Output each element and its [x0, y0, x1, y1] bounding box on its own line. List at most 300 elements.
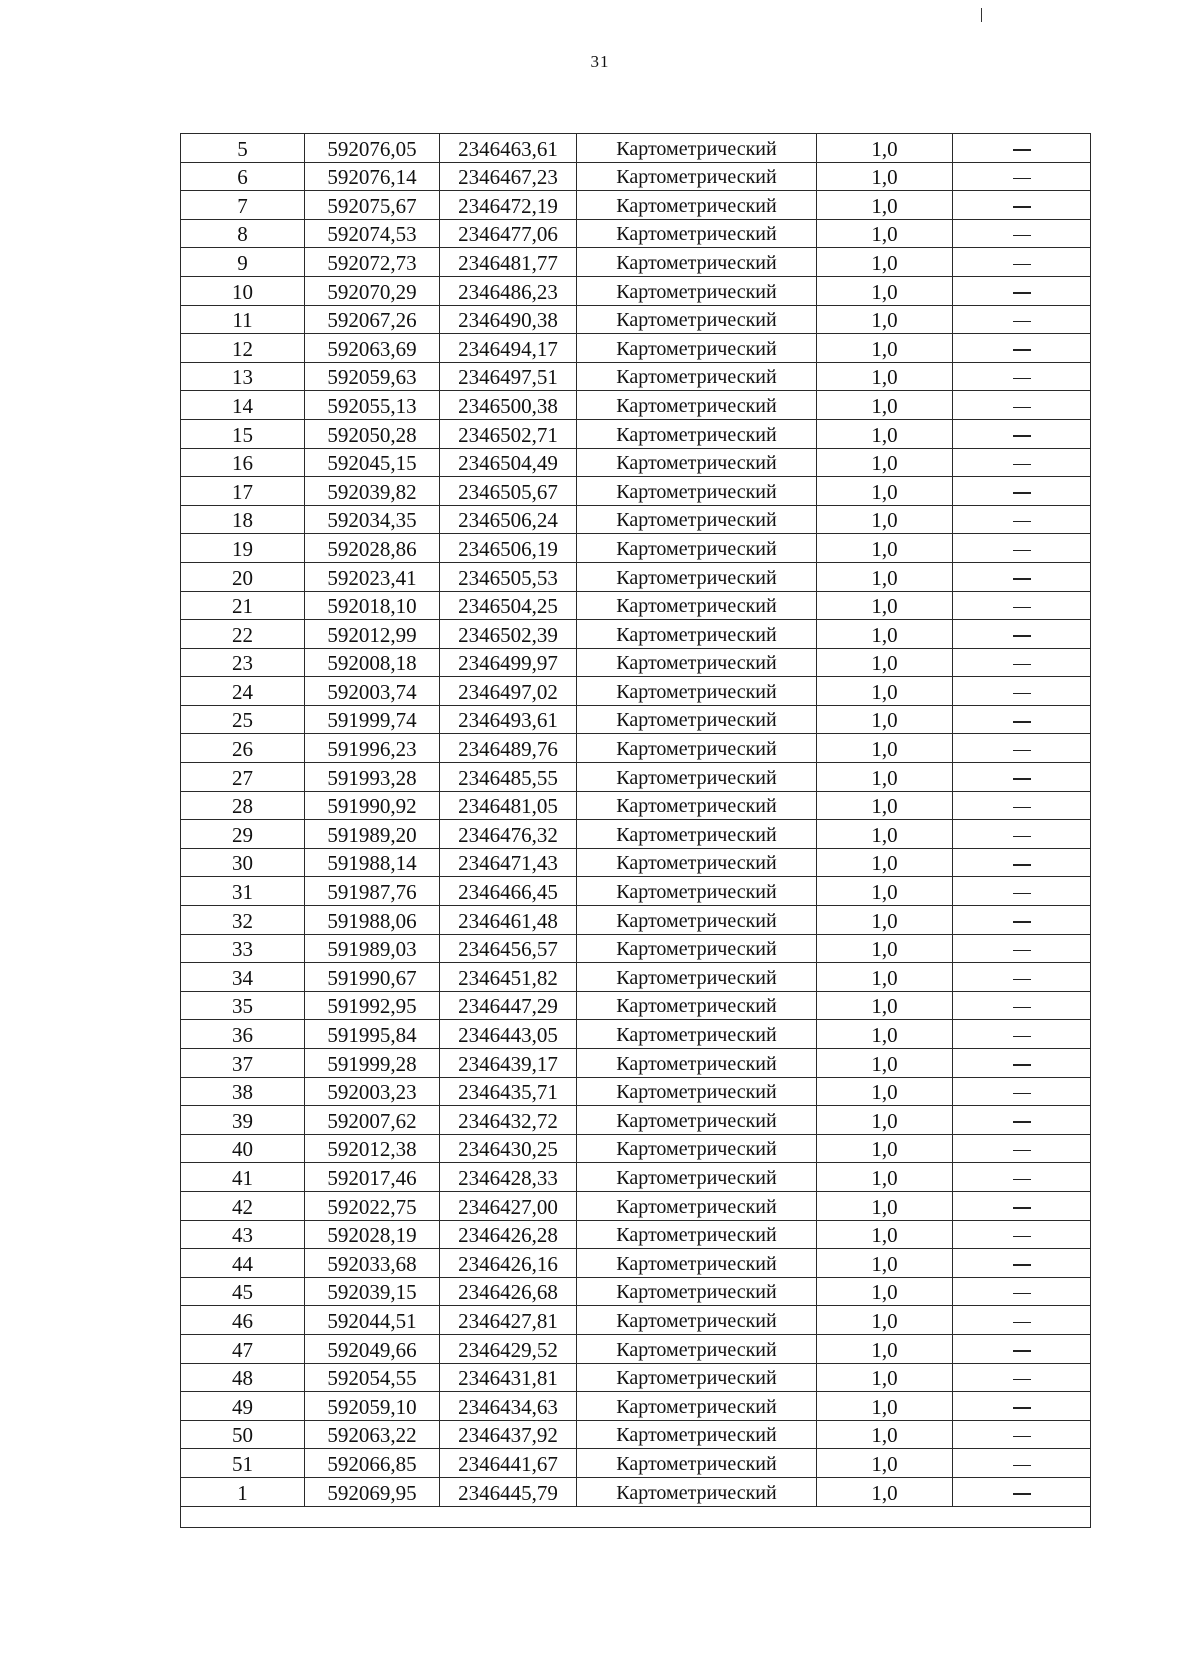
x-coordinate-cell: 592045,15 [305, 448, 440, 477]
y-coordinate-cell: 2346497,02 [440, 677, 577, 706]
empty-footer-cell [181, 1506, 1091, 1527]
x-coordinate-cell: 591999,74 [305, 705, 440, 734]
table-row [181, 791, 1091, 820]
point-number-cell: 46 [181, 1306, 305, 1335]
description-cell [953, 1334, 1091, 1363]
x-coordinate-cell: 592063,69 [305, 334, 440, 363]
accuracy-cell: 1,0 [817, 763, 953, 792]
y-coordinate-cell: 2346486,23 [440, 276, 577, 305]
table-row [181, 219, 1091, 248]
y-coordinate-cell: 2346427,81 [440, 1306, 577, 1335]
method-cell: Картометрический [577, 477, 817, 506]
method-cell: Картометрический [577, 591, 817, 620]
method-cell: Картометрический [577, 1134, 817, 1163]
dash-mark [1013, 292, 1031, 293]
table-row [181, 906, 1091, 935]
dash-mark [1013, 950, 1031, 951]
point-number-cell: 50 [181, 1420, 305, 1449]
y-coordinate-cell: 2346502,71 [440, 419, 577, 448]
dash-mark [1013, 550, 1031, 551]
description-cell [953, 820, 1091, 849]
method-cell: Картометрический [577, 991, 817, 1020]
accuracy-cell: 1,0 [817, 677, 953, 706]
point-number-cell: 37 [181, 1049, 305, 1078]
dash-mark [1013, 235, 1031, 236]
x-coordinate-cell: 592007,62 [305, 1106, 440, 1135]
method-cell: Картометрический [577, 1191, 817, 1220]
x-coordinate-cell: 592018,10 [305, 591, 440, 620]
y-coordinate-cell: 2346435,71 [440, 1077, 577, 1106]
table-row [181, 677, 1091, 706]
method-cell: Картометрический [577, 763, 817, 792]
table-row [181, 591, 1091, 620]
description-cell [953, 1220, 1091, 1249]
accuracy-cell: 1,0 [817, 1249, 953, 1278]
point-number-cell: 26 [181, 734, 305, 763]
point-number-cell: 40 [181, 1134, 305, 1163]
accuracy-cell: 1,0 [817, 162, 953, 191]
description-cell [953, 477, 1091, 506]
description-cell [953, 1420, 1091, 1449]
point-number-cell: 1 [181, 1477, 305, 1506]
point-number-cell: 16 [181, 448, 305, 477]
accuracy-cell: 1,0 [817, 562, 953, 591]
dash-mark [1013, 693, 1031, 694]
table-row [181, 648, 1091, 677]
method-cell: Картометрический [577, 705, 817, 734]
point-number-cell: 35 [181, 991, 305, 1020]
dash-mark [1013, 664, 1031, 665]
y-coordinate-cell: 2346431,81 [440, 1363, 577, 1392]
coordinates-table-container [180, 133, 1090, 1528]
corner-mark [981, 8, 982, 22]
accuracy-cell: 1,0 [817, 1020, 953, 1049]
x-coordinate-cell: 591990,67 [305, 963, 440, 992]
description-cell [953, 705, 1091, 734]
x-coordinate-cell: 592076,14 [305, 162, 440, 191]
accuracy-cell: 1,0 [817, 276, 953, 305]
table-row [181, 134, 1091, 163]
accuracy-cell: 1,0 [817, 1449, 953, 1478]
point-number-cell: 45 [181, 1277, 305, 1306]
dash-mark [1013, 492, 1031, 493]
point-number-cell: 47 [181, 1334, 305, 1363]
point-number-cell: 17 [181, 477, 305, 506]
y-coordinate-cell: 2346494,17 [440, 334, 577, 363]
y-coordinate-cell: 2346451,82 [440, 963, 577, 992]
description-cell [953, 648, 1091, 677]
description-cell [953, 991, 1091, 1020]
dash-mark [1013, 750, 1031, 751]
y-coordinate-cell: 2346471,43 [440, 848, 577, 877]
table-row [181, 1334, 1091, 1363]
accuracy-cell: 1,0 [817, 591, 953, 620]
x-coordinate-cell: 592022,75 [305, 1191, 440, 1220]
y-coordinate-cell: 2346427,00 [440, 1191, 577, 1220]
point-number-cell: 25 [181, 705, 305, 734]
description-cell [953, 191, 1091, 220]
table-row [181, 191, 1091, 220]
point-number-cell: 9 [181, 248, 305, 277]
x-coordinate-cell: 592012,99 [305, 620, 440, 649]
page-number: 31 [590, 52, 610, 71]
table-row [181, 1306, 1091, 1335]
description-cell [953, 1134, 1091, 1163]
table-row [181, 505, 1091, 534]
point-number-cell: 27 [181, 763, 305, 792]
y-coordinate-cell: 2346481,77 [440, 248, 577, 277]
y-coordinate-cell: 2346497,51 [440, 362, 577, 391]
description-cell [953, 934, 1091, 963]
coordinates-table [180, 133, 1091, 1528]
description-cell [953, 1249, 1091, 1278]
accuracy-cell: 1,0 [817, 991, 953, 1020]
x-coordinate-cell: 591989,03 [305, 934, 440, 963]
x-coordinate-cell: 591988,14 [305, 848, 440, 877]
x-coordinate-cell: 592059,10 [305, 1392, 440, 1421]
y-coordinate-cell: 2346426,68 [440, 1277, 577, 1306]
dash-mark [1013, 206, 1031, 207]
x-coordinate-cell: 592074,53 [305, 219, 440, 248]
method-cell: Картометрический [577, 620, 817, 649]
accuracy-cell: 1,0 [817, 648, 953, 677]
method-cell: Картометрический [577, 1220, 817, 1249]
table-row [181, 1191, 1091, 1220]
accuracy-cell: 1,0 [817, 620, 953, 649]
method-cell: Картометрический [577, 1477, 817, 1506]
description-cell [953, 1049, 1091, 1078]
point-number-cell: 41 [181, 1163, 305, 1192]
y-coordinate-cell: 2346441,67 [440, 1449, 577, 1478]
point-number-cell: 6 [181, 162, 305, 191]
point-number-cell: 39 [181, 1106, 305, 1135]
y-coordinate-cell: 2346445,79 [440, 1477, 577, 1506]
dash-mark [1013, 1007, 1031, 1008]
x-coordinate-cell: 592066,85 [305, 1449, 440, 1478]
description-cell [953, 1477, 1091, 1506]
method-cell: Картометрический [577, 162, 817, 191]
method-cell: Картометрический [577, 1334, 817, 1363]
accuracy-cell: 1,0 [817, 534, 953, 563]
description-cell [953, 1392, 1091, 1421]
accuracy-cell: 1,0 [817, 219, 953, 248]
dash-mark [1013, 1493, 1031, 1494]
point-number-cell: 34 [181, 963, 305, 992]
dash-mark [1013, 1407, 1031, 1408]
point-number-cell: 48 [181, 1363, 305, 1392]
accuracy-cell: 1,0 [817, 1049, 953, 1078]
x-coordinate-cell: 592063,22 [305, 1420, 440, 1449]
y-coordinate-cell: 2346472,19 [440, 191, 577, 220]
dash-mark [1013, 264, 1031, 265]
method-cell: Картометрический [577, 448, 817, 477]
method-cell: Картометрический [577, 534, 817, 563]
table-row [181, 1249, 1091, 1278]
table-row [181, 1220, 1091, 1249]
table-row [181, 934, 1091, 963]
point-number-cell: 12 [181, 334, 305, 363]
dash-mark [1013, 1207, 1031, 1208]
method-cell: Картометрический [577, 1306, 817, 1335]
x-coordinate-cell: 591995,84 [305, 1020, 440, 1049]
x-coordinate-cell: 592070,29 [305, 276, 440, 305]
description-cell [953, 505, 1091, 534]
accuracy-cell: 1,0 [817, 1106, 953, 1135]
x-coordinate-cell: 592039,15 [305, 1277, 440, 1306]
dash-mark [1013, 521, 1031, 522]
method-cell: Картометрический [577, 1163, 817, 1192]
dash-mark [1013, 1436, 1031, 1437]
y-coordinate-cell: 2346505,67 [440, 477, 577, 506]
description-cell [953, 963, 1091, 992]
y-coordinate-cell: 2346504,25 [440, 591, 577, 620]
dash-mark [1013, 178, 1031, 179]
table-row [181, 362, 1091, 391]
x-coordinate-cell: 591989,20 [305, 820, 440, 849]
accuracy-cell: 1,0 [817, 1163, 953, 1192]
x-coordinate-cell: 592017,46 [305, 1163, 440, 1192]
x-coordinate-cell: 592076,05 [305, 134, 440, 163]
method-cell: Картометрический [577, 305, 817, 334]
table-row [181, 963, 1091, 992]
accuracy-cell: 1,0 [817, 391, 953, 420]
y-coordinate-cell: 2346489,76 [440, 734, 577, 763]
description-cell [953, 305, 1091, 334]
method-cell: Картометрический [577, 219, 817, 248]
dash-mark [1013, 1150, 1031, 1151]
accuracy-cell: 1,0 [817, 1191, 953, 1220]
table-footer-row [181, 1506, 1091, 1527]
dash-mark [1013, 1322, 1031, 1323]
x-coordinate-cell: 592072,73 [305, 248, 440, 277]
y-coordinate-cell: 2346443,05 [440, 1020, 577, 1049]
method-cell: Картометрический [577, 906, 817, 935]
x-coordinate-cell: 592055,13 [305, 391, 440, 420]
method-cell: Картометрический [577, 505, 817, 534]
table-row [181, 991, 1091, 1020]
table-row [181, 763, 1091, 792]
dash-mark [1013, 407, 1031, 408]
description-cell [953, 677, 1091, 706]
point-number-cell: 19 [181, 534, 305, 563]
accuracy-cell: 1,0 [817, 1077, 953, 1106]
table-row [181, 276, 1091, 305]
method-cell: Картометрический [577, 1277, 817, 1306]
accuracy-cell: 1,0 [817, 848, 953, 877]
dash-mark [1013, 1293, 1031, 1294]
y-coordinate-cell: 2346504,49 [440, 448, 577, 477]
table-row [181, 1420, 1091, 1449]
point-number-cell: 49 [181, 1392, 305, 1421]
method-cell: Картометрический [577, 391, 817, 420]
point-number-cell: 43 [181, 1220, 305, 1249]
x-coordinate-cell: 592075,67 [305, 191, 440, 220]
table-row [181, 562, 1091, 591]
accuracy-cell: 1,0 [817, 248, 953, 277]
accuracy-cell: 1,0 [817, 1477, 953, 1506]
dash-mark [1013, 778, 1031, 779]
method-cell: Картометрический [577, 848, 817, 877]
table-row [181, 1477, 1091, 1506]
accuracy-cell: 1,0 [817, 1306, 953, 1335]
description-cell [953, 448, 1091, 477]
x-coordinate-cell: 591999,28 [305, 1049, 440, 1078]
table-row [181, 334, 1091, 363]
accuracy-cell: 1,0 [817, 305, 953, 334]
y-coordinate-cell: 2346463,61 [440, 134, 577, 163]
point-number-cell: 14 [181, 391, 305, 420]
y-coordinate-cell: 2346432,72 [440, 1106, 577, 1135]
y-coordinate-cell: 2346493,61 [440, 705, 577, 734]
point-number-cell: 22 [181, 620, 305, 649]
description-cell [953, 734, 1091, 763]
accuracy-cell: 1,0 [817, 419, 953, 448]
y-coordinate-cell: 2346506,19 [440, 534, 577, 563]
point-number-cell: 42 [181, 1191, 305, 1220]
y-coordinate-cell: 2346476,32 [440, 820, 577, 849]
accuracy-cell: 1,0 [817, 1363, 953, 1392]
x-coordinate-cell: 591996,23 [305, 734, 440, 763]
description-cell [953, 1020, 1091, 1049]
method-cell: Картометрический [577, 1449, 817, 1478]
description-cell [953, 848, 1091, 877]
description-cell [953, 1106, 1091, 1135]
point-number-cell: 38 [181, 1077, 305, 1106]
point-number-cell: 28 [181, 791, 305, 820]
method-cell: Картометрический [577, 1249, 817, 1278]
x-coordinate-cell: 592012,38 [305, 1134, 440, 1163]
y-coordinate-cell: 2346467,23 [440, 162, 577, 191]
x-coordinate-cell: 592028,86 [305, 534, 440, 563]
table-row [181, 1106, 1091, 1135]
method-cell: Картометрический [577, 248, 817, 277]
accuracy-cell: 1,0 [817, 505, 953, 534]
x-coordinate-cell: 592023,41 [305, 562, 440, 591]
dash-mark [1013, 1036, 1031, 1037]
table-row [181, 391, 1091, 420]
point-number-cell: 13 [181, 362, 305, 391]
dash-mark [1013, 635, 1031, 636]
dash-mark [1013, 435, 1031, 436]
description-cell [953, 791, 1091, 820]
accuracy-cell: 1,0 [817, 334, 953, 363]
description-cell [953, 591, 1091, 620]
x-coordinate-cell: 592008,18 [305, 648, 440, 677]
point-number-cell: 33 [181, 934, 305, 963]
accuracy-cell: 1,0 [817, 963, 953, 992]
accuracy-cell: 1,0 [817, 1420, 953, 1449]
table-row [181, 1363, 1091, 1392]
description-cell [953, 877, 1091, 906]
point-number-cell: 21 [181, 591, 305, 620]
y-coordinate-cell: 2346502,39 [440, 620, 577, 649]
accuracy-cell: 1,0 [817, 448, 953, 477]
x-coordinate-cell: 592034,35 [305, 505, 440, 534]
method-cell: Картометрический [577, 191, 817, 220]
y-coordinate-cell: 2346447,29 [440, 991, 577, 1020]
description-cell [953, 134, 1091, 163]
accuracy-cell: 1,0 [817, 1334, 953, 1363]
y-coordinate-cell: 2346490,38 [440, 305, 577, 334]
y-coordinate-cell: 2346428,33 [440, 1163, 577, 1192]
accuracy-cell: 1,0 [817, 705, 953, 734]
accuracy-cell: 1,0 [817, 362, 953, 391]
point-number-cell: 15 [181, 419, 305, 448]
method-cell: Картометрический [577, 134, 817, 163]
table-row [181, 1020, 1091, 1049]
dash-mark [1013, 1093, 1031, 1094]
x-coordinate-cell: 592044,51 [305, 1306, 440, 1335]
y-coordinate-cell: 2346434,63 [440, 1392, 577, 1421]
dash-mark [1013, 1264, 1031, 1265]
method-cell: Картометрический [577, 1420, 817, 1449]
dash-mark [1013, 1236, 1031, 1237]
description-cell [953, 906, 1091, 935]
method-cell: Картометрический [577, 820, 817, 849]
x-coordinate-cell: 592033,68 [305, 1249, 440, 1278]
method-cell: Картометрический [577, 334, 817, 363]
point-number-cell: 8 [181, 219, 305, 248]
y-coordinate-cell: 2346426,28 [440, 1220, 577, 1249]
accuracy-cell: 1,0 [817, 477, 953, 506]
x-coordinate-cell: 592069,95 [305, 1477, 440, 1506]
y-coordinate-cell: 2346430,25 [440, 1134, 577, 1163]
method-cell: Картометрический [577, 1392, 817, 1421]
point-number-cell: 36 [181, 1020, 305, 1049]
y-coordinate-cell: 2346429,52 [440, 1334, 577, 1363]
description-cell [953, 1306, 1091, 1335]
description-cell [953, 391, 1091, 420]
accuracy-cell: 1,0 [817, 134, 953, 163]
table-row [181, 848, 1091, 877]
dash-mark [1013, 607, 1031, 608]
table-row [181, 820, 1091, 849]
description-cell [953, 562, 1091, 591]
method-cell: Картометрический [577, 1049, 817, 1078]
description-cell [953, 248, 1091, 277]
dash-mark [1013, 1379, 1031, 1380]
x-coordinate-cell: 592028,19 [305, 1220, 440, 1249]
description-cell [953, 1363, 1091, 1392]
y-coordinate-cell: 2346485,55 [440, 763, 577, 792]
method-cell: Картометрический [577, 791, 817, 820]
point-number-cell: 7 [181, 191, 305, 220]
accuracy-cell: 1,0 [817, 791, 953, 820]
dash-mark [1013, 921, 1031, 922]
description-cell [953, 334, 1091, 363]
dash-mark [1013, 864, 1031, 865]
table-row [181, 162, 1091, 191]
y-coordinate-cell: 2346439,17 [440, 1049, 577, 1078]
method-cell: Картометрический [577, 1106, 817, 1135]
table-row [181, 705, 1091, 734]
table-row [181, 419, 1091, 448]
accuracy-cell: 1,0 [817, 906, 953, 935]
accuracy-cell: 1,0 [817, 1392, 953, 1421]
y-coordinate-cell: 2346477,06 [440, 219, 577, 248]
dash-mark [1013, 979, 1031, 980]
table-row [181, 534, 1091, 563]
x-coordinate-cell: 592054,55 [305, 1363, 440, 1392]
y-coordinate-cell: 2346481,05 [440, 791, 577, 820]
dash-mark [1013, 321, 1031, 322]
description-cell [953, 419, 1091, 448]
method-cell: Картометрический [577, 1077, 817, 1106]
method-cell: Картометрический [577, 934, 817, 963]
table-row [181, 448, 1091, 477]
table-row [181, 1134, 1091, 1163]
table-row [181, 305, 1091, 334]
